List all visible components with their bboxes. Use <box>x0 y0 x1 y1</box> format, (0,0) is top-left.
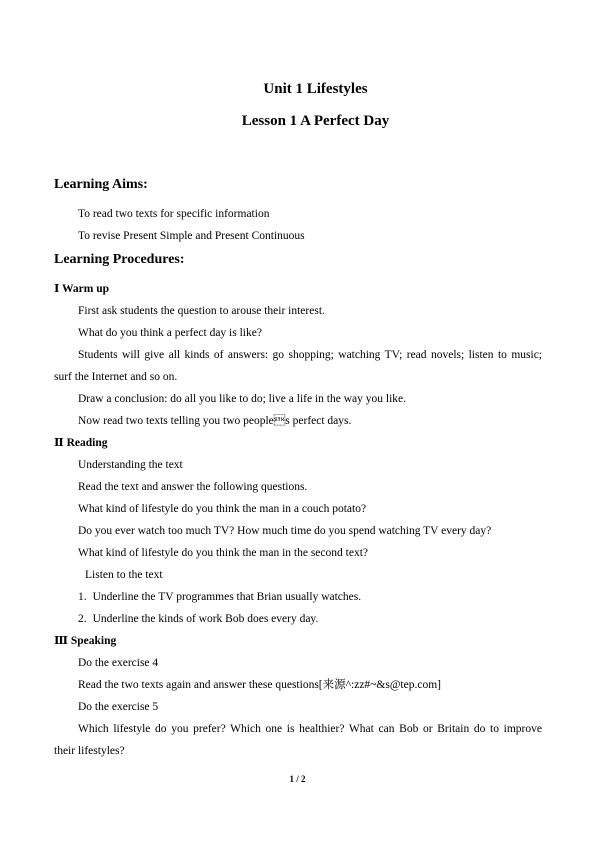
warmup-line: surf the Internet and so on. <box>54 371 178 383</box>
speaking-line: their lifestyles? <box>54 745 125 757</box>
aim-item: To revise Present Simple and Present Continuous <box>78 230 305 242</box>
warmup-line: Students will give all kinds of answers: go shopping; watching TV; read novels; listen to music; <box>78 349 542 361</box>
learning-procedures-heading: Learning Procedures: <box>54 252 185 267</box>
speaking-line: Do the exercise 5 <box>78 701 159 713</box>
reading-line: What kind of lifestyle do you think the man in the second text? <box>78 547 368 559</box>
reading-heading: Ⅱ Reading <box>54 437 108 449</box>
warmup-line: What do you think a perfect day is like? <box>78 327 262 339</box>
aim-item: To read two texts for specific information <box>78 208 270 220</box>
numbered-list-item <box>78 612 318 626</box>
list-number: 1. <box>78 591 87 603</box>
warmup-line: Now read two texts telling you two peoples perfect days. <box>78 415 352 427</box>
list-number: 2. <box>78 613 87 625</box>
reading-line: Understanding the text <box>78 459 183 471</box>
page-number: 1 / 2 <box>289 774 306 784</box>
list-text: Underline the kinds of work Bob does every day. <box>92 613 319 625</box>
speaking-heading: Ⅲ Speaking <box>54 635 117 647</box>
learning-aims-heading: Learning Aims: <box>54 177 148 192</box>
warmup-line: First ask students the question to arouse their interest. <box>78 305 325 317</box>
warmup-heading: Ⅰ Warm up <box>54 283 110 295</box>
reading-line: Do you ever watch too much TV? How much time do you spend watching TV every day? <box>78 525 492 537</box>
speaking-line: Do the exercise 4 <box>78 657 159 669</box>
reading-line: What kind of lifestyle do you think the man in a couch potato? <box>78 503 367 515</box>
warmup-line: Draw a conclusion: do all you like to do; live a life in the way you like. <box>78 393 406 405</box>
speaking-line: Read the two texts again and answer these questions[来源^:zz#~&s@tep.com] <box>78 679 441 691</box>
speaking-line: Which lifestyle do you prefer? Which one is healthier? What can Bob or Britain do to improve <box>78 723 542 735</box>
reading-line: Read the text and answer the following questions. <box>78 481 308 493</box>
lesson-title: Lesson 1 A Perfect Day <box>241 113 390 129</box>
numbered-list-item <box>78 590 361 604</box>
reading-line: Listen to the text <box>85 569 163 581</box>
list-text: Underline the TV programmes that Brian usually watches. <box>92 591 362 603</box>
unit-title: Unit 1 Lifestyles <box>263 81 368 97</box>
